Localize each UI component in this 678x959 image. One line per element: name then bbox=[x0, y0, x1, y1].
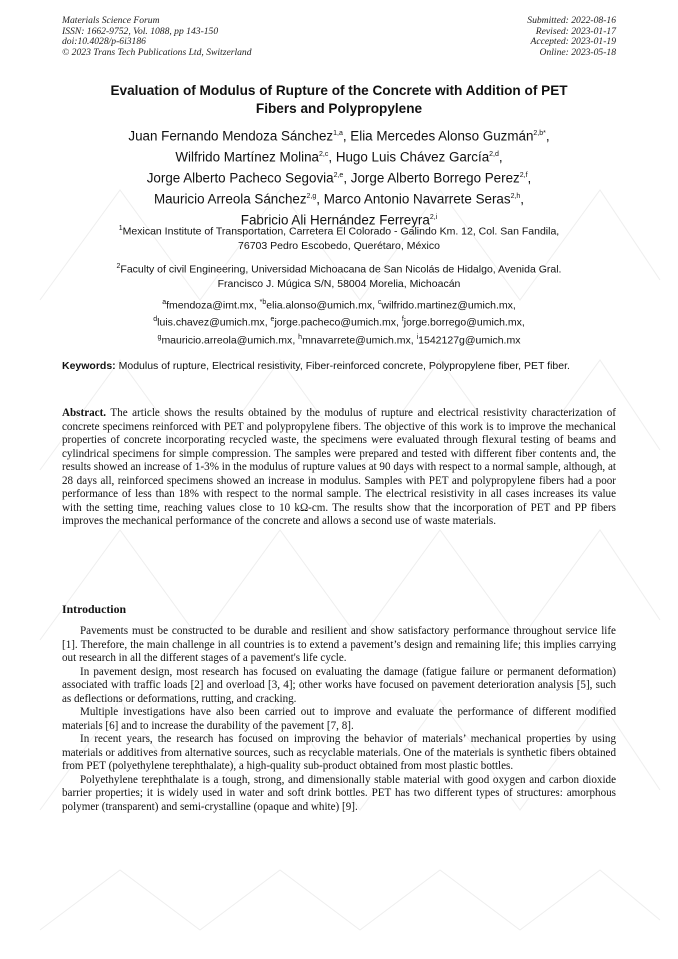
author-sup: 2,b* bbox=[533, 130, 546, 137]
online-date: Online: 2023-05-18 bbox=[539, 46, 616, 58]
email-sup: *b bbox=[259, 299, 267, 306]
email-link[interactable]: wilfrido.martinez@umich.mx bbox=[381, 299, 513, 312]
email-sep: , bbox=[372, 299, 378, 312]
title-line: Fibers and Polypropylene bbox=[255, 101, 423, 116]
author-name: Hugo Luis Chávez García bbox=[335, 149, 490, 165]
affiliation-sup: 1 bbox=[118, 225, 123, 232]
journal-info bbox=[62, 16, 252, 58]
email-sep: , bbox=[521, 316, 525, 329]
author-name: Wilfrido Martínez Molina bbox=[175, 149, 320, 165]
keywords-label: Keywords: bbox=[62, 360, 116, 372]
affiliation-1 bbox=[62, 222, 616, 253]
section-heading: Introduction bbox=[62, 602, 127, 616]
author-sep: , bbox=[343, 170, 351, 186]
author-sup: 2,c bbox=[319, 151, 329, 159]
author-sep: , bbox=[328, 149, 336, 165]
email-sep: , bbox=[253, 299, 260, 312]
copyright: © 2023 Trans Tech Publications Ltd, Switzerland bbox=[62, 46, 252, 58]
email-link[interactable]: fmendoza@imt.mx bbox=[166, 299, 254, 312]
author-sup: 2,e bbox=[333, 172, 344, 180]
accepted-date: Accepted: 2023-01-19 bbox=[530, 36, 616, 48]
journal-name: Materials Science Forum bbox=[62, 15, 160, 26]
author-sup: 2,i bbox=[429, 214, 438, 222]
abstract-text: The article shows the results obtained by the modulus of rupture and electrical resistivity characterization of concrete specimens reinforced with PET and polypropylene fibers. The objective of this work is to improve the mechanical properties of concrete incorporating recycled waste, the specimens were evaluated through flexural testing of beams and cylindrical specimens for simple compression. The samples were prepared and tested with different fiber contents and, the results showed an increase of 1-3% in the modulus of rupture values at 90 days with respect to a normal sample, although, at 28 days all, reinforced specimens showed an increase in modulus. Samples with PET and polypropylene fibers had a poor performance of less than 18% with respect to the normal sample. The electrical resistivity in all cases increases its value with the setting time, reaching values close to 10 kΩ-cm. The results show that the incorporation of PET and PP fibers improves the mechanical performance of the concrete and allows a second use of waste materials. bbox=[62, 407, 616, 527]
author-name: Jorge Alberto Pacheco Segovia bbox=[146, 170, 334, 186]
email-list bbox=[62, 296, 616, 348]
email-sup: c bbox=[377, 299, 382, 306]
author-sup: 2,d bbox=[489, 151, 499, 159]
author-name: Juan Fernando Mendoza Sánchez bbox=[128, 128, 334, 144]
affiliation-2 bbox=[62, 260, 616, 291]
author-name: Marco Antonio Navarrete Seras bbox=[323, 191, 511, 207]
author-sup: 2,f bbox=[519, 172, 528, 180]
title-line: Evaluation of Modulus of Rupture of the Concrete with Addition of PET bbox=[110, 83, 568, 98]
paragraph: Multiple investigations have also been carried out to improve and evaluate the performance of different modified materials [6] and to increase the durability of the pavement [7, 8]. bbox=[62, 706, 616, 732]
author-sep: , bbox=[342, 128, 351, 144]
issn: ISSN: 1662-9752, Vol. 1088, pp 143-150 bbox=[62, 25, 219, 37]
introduction-body bbox=[62, 625, 616, 814]
author-name: Mauricio Arreola Sánchez bbox=[153, 191, 307, 207]
email-link[interactable]: luis.chavez@umich.mx bbox=[157, 316, 265, 329]
affiliation-line: Francisco J. Múgica S/N, 58004 Morelia, Michoacán bbox=[217, 277, 461, 290]
email-link[interactable]: jorge.pacheco@umich.mx bbox=[274, 316, 396, 329]
affiliation-line: Faculty of civil Engineering, Universidad Michoacana de San Nicolás de Hidalgo, Avenida Gral. bbox=[120, 263, 562, 276]
paragraph: Pavements must be constructed to be durable and resilient and show satisfactory performance throughout service life [1]. Therefore, the main challenge in all countries is to extend a pavement’s design and remaining life; this implies carrying out research in all the different stages of a pavement's life cycle. bbox=[62, 625, 616, 664]
email-sup: h bbox=[298, 333, 303, 341]
email-link[interactable]: mnavarrete@umich.mx bbox=[302, 334, 411, 347]
paragraph: Polyethylene terephthalate is a tough, strong, and dimensionally stable material with good oxygen and carbon dioxide barrier properties; it is widely used in water and soft drink bottles. PET has two different types of structures: amorphous polymer (transparent) and semi-crystalline (opaque and white) [9]. bbox=[62, 773, 616, 813]
author-list bbox=[62, 125, 616, 230]
author-sep: , bbox=[316, 191, 324, 207]
email-sep: , bbox=[292, 334, 299, 347]
affiliation-line: Mexican Institute of Transportation, Carretera El Colorado - Galindo Km. 12, Col. San Fandila, bbox=[122, 225, 560, 238]
email-link[interactable]: elia.alonso@umich.mx bbox=[266, 299, 373, 312]
email-link[interactable]: mauricio.arreola@umich.mx bbox=[161, 334, 293, 347]
author-name: Fabricio Ali Hernández Ferreyra bbox=[240, 212, 430, 228]
affiliation-line: 76703 Pedro Escobedo, Querétaro, México bbox=[238, 239, 440, 252]
doi: doi:10.4028/p-6i3186 bbox=[62, 36, 146, 48]
email-sep: , bbox=[512, 299, 516, 312]
revised-date: Revised: 2023-01-17 bbox=[535, 25, 616, 37]
email-sep: , bbox=[264, 316, 271, 329]
author-sep: , bbox=[527, 170, 532, 186]
author-name: Jorge Alberto Borrego Perez bbox=[350, 170, 520, 186]
abstract-label: Abstract. bbox=[62, 407, 107, 419]
email-sup: f bbox=[401, 316, 404, 324]
author-sep: , bbox=[545, 128, 550, 144]
paragraph: In pavement design, most research has focused on evaluating the damage (fatigue failure or permanent deformation) associated with traffic loads [2] and overload [3, 4]; other works have focused on pavement deterioration analysis [5], such as deflections or deformations, rutting, and cracking. bbox=[62, 665, 616, 705]
author-sup: 2,h bbox=[510, 193, 521, 201]
email-sep: , bbox=[395, 316, 402, 329]
author-name: Elia Mercedes Alonso Guzmán bbox=[350, 128, 534, 144]
author-sep: , bbox=[520, 191, 525, 207]
affiliation-sup: 2 bbox=[116, 263, 121, 270]
paragraph: In recent years, the research has focused on improving the behavior of materials’ mechanical properties by using materials or additives from alternative sources, such as recyclable materials. One of the materials is synthetic fibers obtained from PET (polyethylene terephthalate), a high-quality sub-product obtained from most plastic bottles. bbox=[62, 733, 616, 772]
paper-title bbox=[62, 82, 616, 118]
email-link[interactable]: 1542127g@umich.mx bbox=[418, 334, 521, 347]
keywords bbox=[62, 360, 616, 374]
email-sup: d bbox=[153, 316, 158, 324]
author-sup: 2,g bbox=[306, 193, 317, 201]
email-sup: i bbox=[416, 333, 419, 341]
email-sup: a bbox=[162, 299, 167, 306]
submission-dates bbox=[527, 16, 616, 58]
keywords-text: Modulus of rupture, Electrical resistivity, Fiber-reinforced concrete, Polypropylene fiber, PET fiber. bbox=[118, 360, 570, 372]
email-sup: g bbox=[157, 333, 162, 341]
abstract bbox=[62, 407, 616, 529]
email-sup: e bbox=[270, 316, 275, 324]
author-sup: 1,a bbox=[333, 130, 343, 137]
email-link[interactable]: jorge.borrego@umich.mx bbox=[403, 316, 522, 329]
author-sep: , bbox=[498, 149, 503, 165]
submitted-date: Submitted: 2022-08-16 bbox=[527, 15, 616, 26]
email-sep: , bbox=[410, 334, 417, 347]
